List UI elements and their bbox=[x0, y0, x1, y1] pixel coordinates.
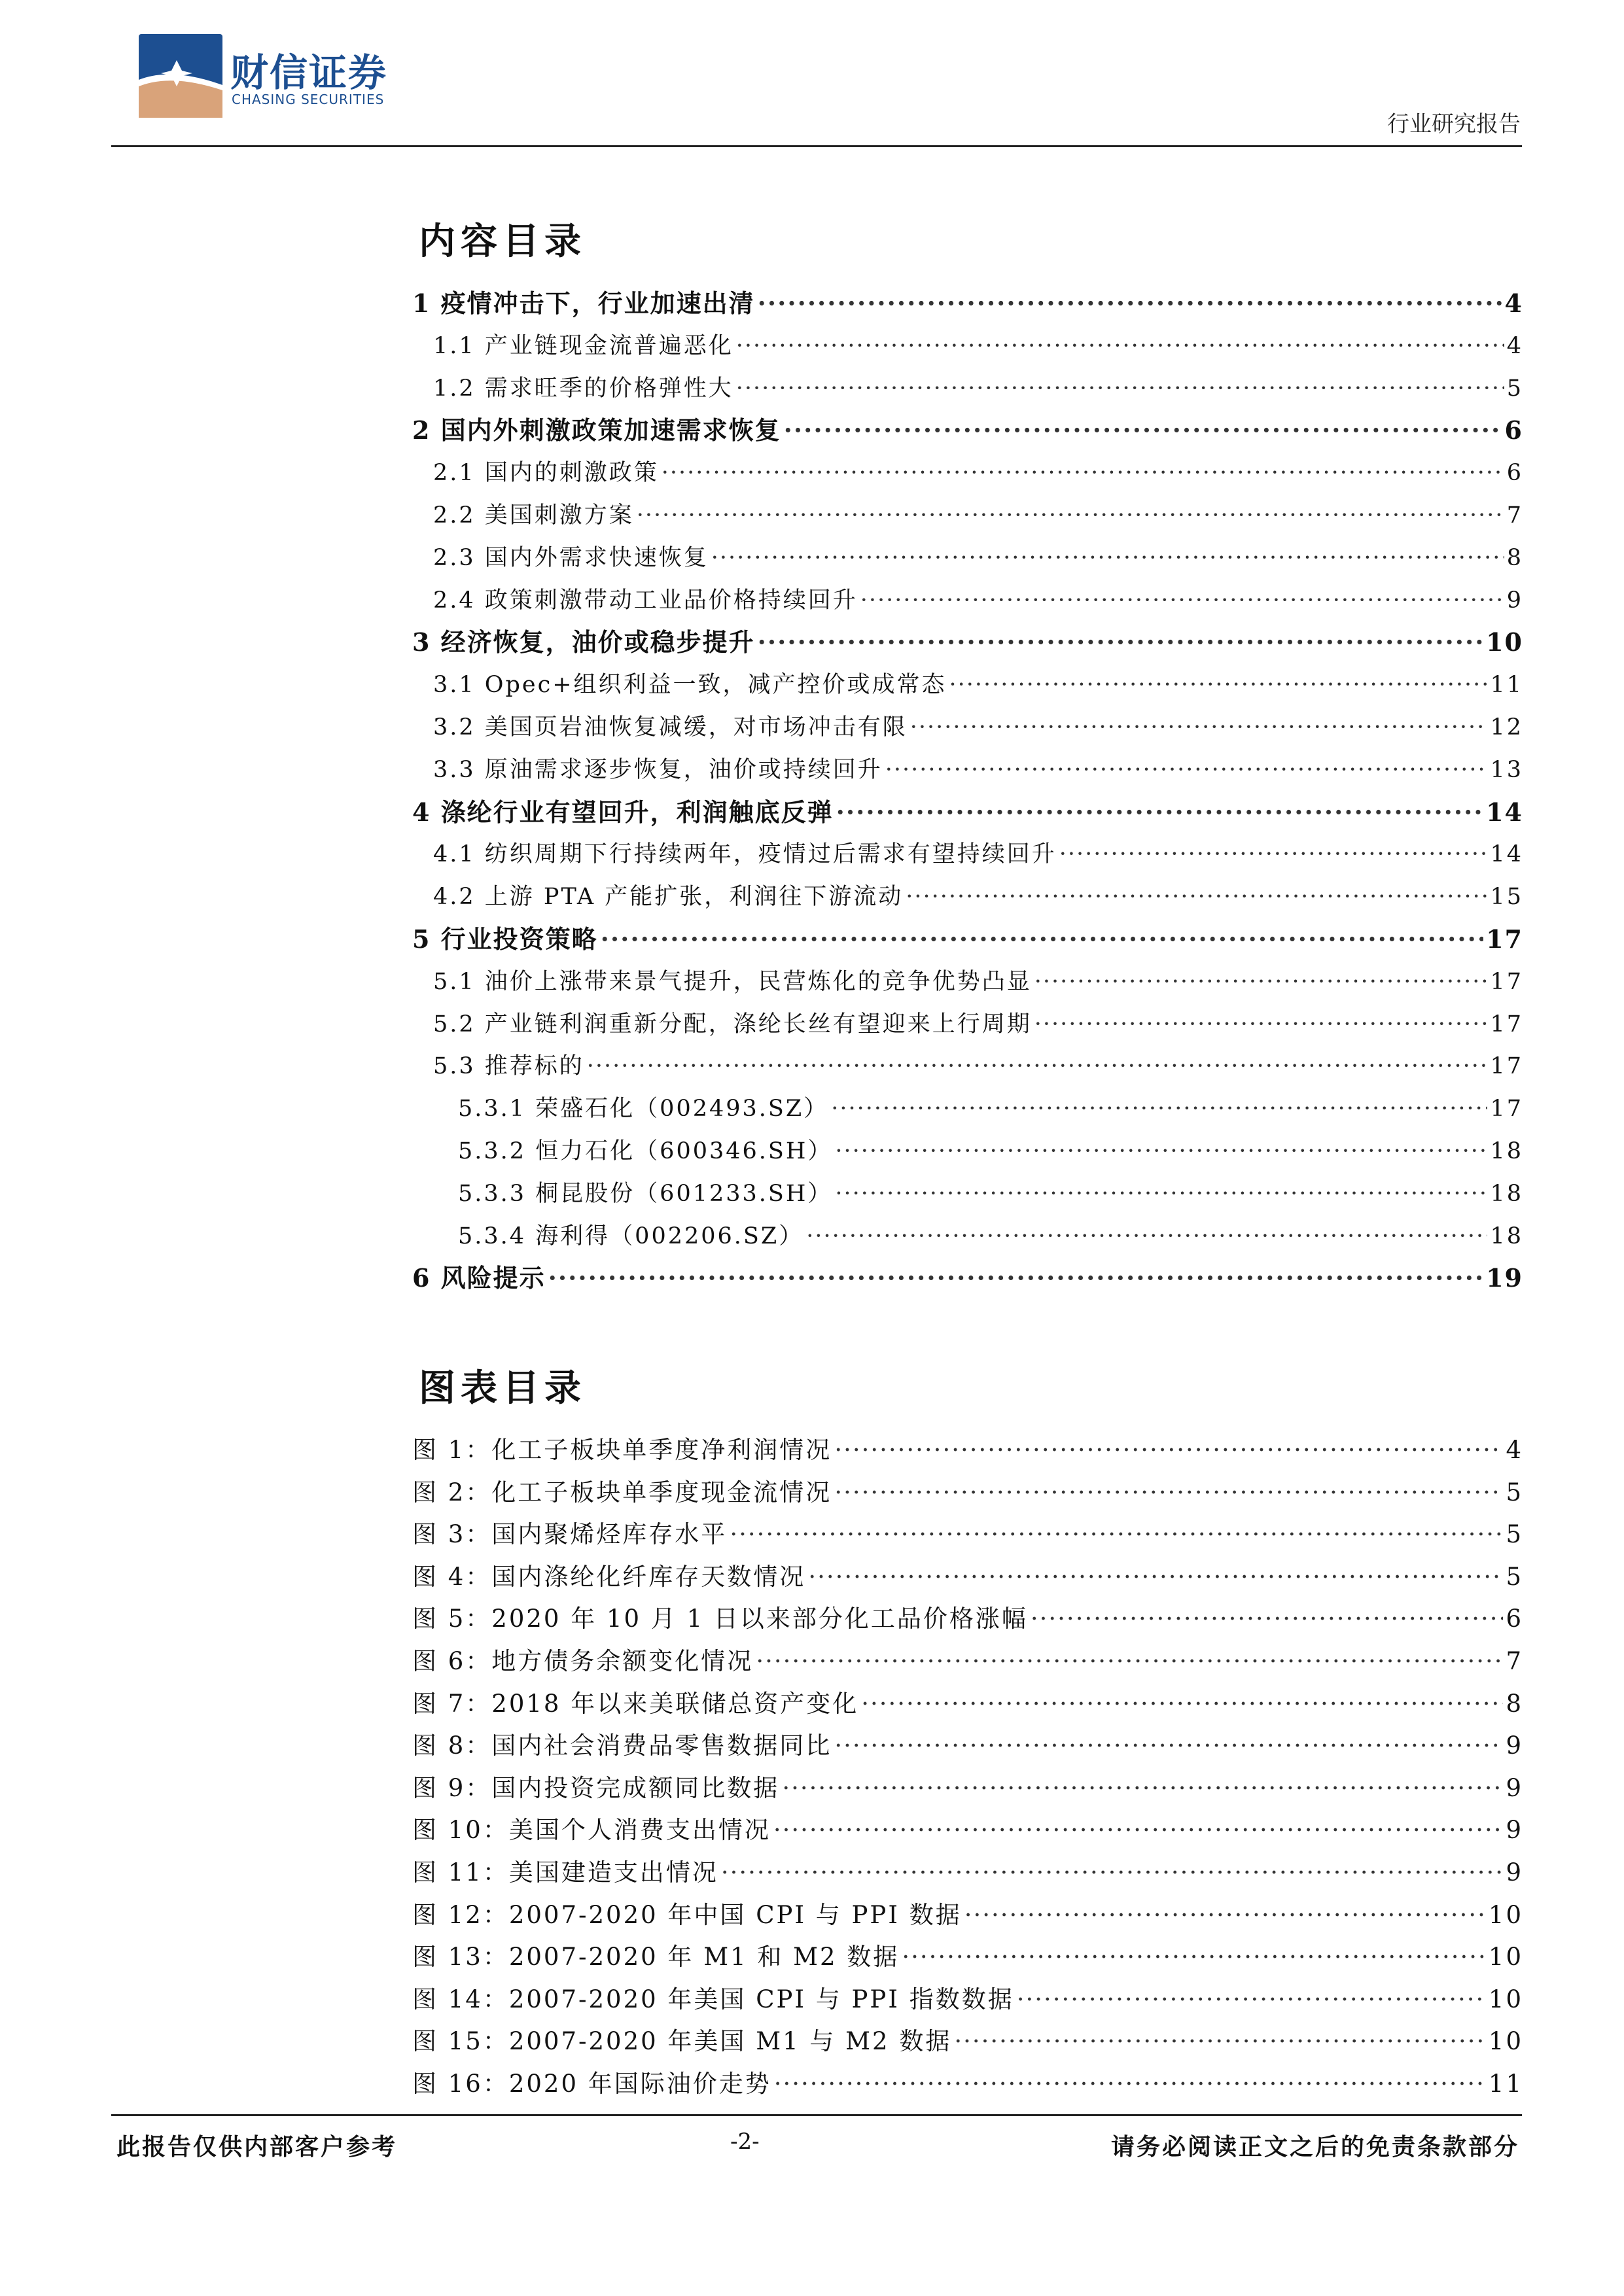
toc-entry[interactable] bbox=[412, 1215, 1523, 1258]
logo-chinese-name: 财信证券 bbox=[230, 50, 388, 95]
footer-disclaimer-right: 请务必阅读正文之后的免责条款部分 bbox=[1110, 2133, 1519, 2161]
dot-leader bbox=[834, 1472, 1503, 1514]
toc-entry-label: 6 风险提示 bbox=[412, 1263, 546, 1293]
figure-entry-label: 图 4：国内涤纶化纤库存天数情况 bbox=[412, 1562, 806, 1591]
toc-entry-label: 2.3 国内外需求快速恢复 bbox=[433, 544, 709, 571]
toc-entry-page: 18 bbox=[1490, 1138, 1523, 1164]
dot-leader bbox=[1059, 833, 1488, 876]
toc-entry-label: 5.3.1 荣盛石化（002493.SZ） bbox=[458, 1096, 829, 1122]
dot-leader bbox=[1031, 1598, 1504, 1641]
toc-entry-label: 3 经济恢复，油价或稳步提升 bbox=[412, 627, 755, 657]
toc-entry-page: 17 bbox=[1490, 968, 1523, 995]
toc-entry-label: 5.1 油价上涨带来景气提升，民营炼化的竞争优势凸显 bbox=[433, 968, 1032, 995]
dot-leader bbox=[834, 1429, 1503, 1472]
figure-entry-page: 5 bbox=[1506, 1478, 1523, 1506]
toc-entry[interactable] bbox=[412, 1003, 1523, 1046]
toc-entry[interactable] bbox=[412, 1173, 1523, 1215]
figure-entry-label: 图 1：化工子板块单季度净利润情况 bbox=[412, 1436, 832, 1464]
toc-entry[interactable] bbox=[412, 368, 1523, 410]
dot-leader bbox=[736, 325, 1504, 368]
figure-entry-page: 11 bbox=[1488, 2069, 1523, 2098]
figure-entry-page: 6 bbox=[1506, 1605, 1523, 1633]
dot-leader bbox=[730, 1514, 1503, 1556]
figure-list-title: 图表目录 bbox=[419, 1366, 586, 1410]
figure-entry-label: 图 5：2020 年 10 月 1 日以来部分化工品价格涨幅 bbox=[412, 1605, 1028, 1633]
toc-entry[interactable] bbox=[412, 1088, 1523, 1130]
toc-entry-label: 2.4 政策刺激带动工业品价格持续回升 bbox=[433, 587, 858, 614]
figure-entry-page: 7 bbox=[1506, 1646, 1523, 1675]
toc-entry-page: 6 bbox=[1506, 460, 1523, 487]
dot-leader bbox=[756, 1641, 1503, 1683]
figure-entry-page: 9 bbox=[1506, 1731, 1523, 1760]
dot-leader bbox=[834, 1725, 1503, 1767]
dot-leader bbox=[774, 2063, 1486, 2106]
figure-entry-page: 4 bbox=[1506, 1436, 1523, 1464]
toc-entry-page: 17 bbox=[1490, 1011, 1523, 1037]
toc-entry[interactable] bbox=[412, 749, 1523, 791]
toc-entry-label: 2 国内外刺激政策加速需求恢复 bbox=[412, 415, 781, 445]
toc-entry[interactable] bbox=[412, 1130, 1523, 1173]
dot-leader bbox=[949, 664, 1488, 706]
toc-entry-page: 14 bbox=[1490, 841, 1523, 868]
figure-entry[interactable] bbox=[412, 1852, 1523, 1894]
toc-entry-page: 4 bbox=[1504, 288, 1523, 318]
figure-entry-page: 10 bbox=[1488, 1943, 1523, 1972]
logo-emblem-icon bbox=[139, 34, 222, 118]
dot-leader bbox=[784, 409, 1502, 452]
dot-leader bbox=[773, 1809, 1504, 1852]
figure-entry[interactable] bbox=[412, 1514, 1523, 1556]
toc-entry-page: 17 bbox=[1490, 1053, 1523, 1080]
toc-entry-label: 5.3.4 海利得（002206.SZ） bbox=[458, 1223, 804, 1249]
company-logo bbox=[139, 34, 414, 119]
toc-entry[interactable] bbox=[412, 664, 1523, 706]
toc-entry-page: 4 bbox=[1506, 332, 1523, 359]
figure-entry-label: 图 6：地方债务余额变化情况 bbox=[412, 1646, 754, 1675]
toc-title: 内容目录 bbox=[419, 220, 586, 263]
dot-leader bbox=[1034, 1003, 1488, 1046]
toc-entry-page: 12 bbox=[1490, 714, 1523, 740]
dot-leader bbox=[1034, 961, 1488, 1003]
toc-entry-page: 9 bbox=[1506, 587, 1523, 614]
toc-entry[interactable] bbox=[412, 876, 1523, 918]
toc-entry-label: 5 行业投资策略 bbox=[412, 924, 598, 954]
figure-entry[interactable] bbox=[412, 2063, 1523, 2106]
figure-entry[interactable] bbox=[412, 1725, 1523, 1767]
table-of-contents bbox=[412, 283, 1523, 1300]
toc-entry-label: 1 疫情冲击下，行业加速出清 bbox=[412, 288, 755, 318]
dot-leader bbox=[1017, 1979, 1486, 2021]
figure-entry-label: 图 9：国内投资完成额同比数据 bbox=[412, 1773, 780, 1802]
dot-leader bbox=[954, 2021, 1486, 2063]
dot-leader bbox=[835, 1130, 1487, 1173]
dot-leader bbox=[711, 537, 1504, 580]
dot-leader bbox=[831, 1088, 1487, 1130]
figure-entry-label: 图 8：国内社会消费品零售数据同比 bbox=[412, 1731, 832, 1760]
figure-entry-label: 图 11：美国建造支出情况 bbox=[412, 1858, 718, 1887]
figure-entry-page: 10 bbox=[1488, 1985, 1523, 2013]
toc-entry-page: 19 bbox=[1486, 1263, 1523, 1293]
toc-entry-label: 5.3 推荐标的 bbox=[433, 1053, 584, 1080]
report-type-label: 行业研究报告 bbox=[1387, 111, 1521, 137]
dot-leader bbox=[758, 283, 1502, 325]
toc-entry[interactable] bbox=[412, 325, 1523, 368]
dot-leader bbox=[601, 918, 1483, 961]
figure-entry-label: 图 10：美国个人消费支出情况 bbox=[412, 1816, 771, 1845]
toc-entry-label: 3.1 Opec+组织利益一致，减产控价或成常态 bbox=[433, 672, 947, 699]
figure-entry[interactable] bbox=[412, 1641, 1523, 1683]
toc-entry-page: 18 bbox=[1490, 1223, 1523, 1249]
dot-leader bbox=[736, 368, 1504, 410]
figure-entry[interactable] bbox=[412, 1767, 1523, 1810]
toc-entry-page: 8 bbox=[1506, 544, 1523, 571]
list-of-figures bbox=[412, 1429, 1523, 2106]
dot-leader bbox=[662, 452, 1504, 495]
figure-entry-label: 图 16：2020 年国际油价走势 bbox=[412, 2069, 771, 2098]
toc-entry-label: 2.2 美国刺激方案 bbox=[433, 502, 634, 529]
toc-entry-label: 5.2 产业链利润重新分配，涤纶长丝有望迎来上行周期 bbox=[433, 1011, 1032, 1037]
toc-entry-page: 6 bbox=[1504, 415, 1523, 445]
toc-entry[interactable] bbox=[412, 283, 1523, 325]
toc-entry-page: 7 bbox=[1506, 502, 1523, 529]
dot-leader bbox=[587, 1045, 1488, 1088]
figure-entry[interactable] bbox=[412, 1556, 1523, 1599]
toc-entry[interactable] bbox=[412, 452, 1523, 495]
figure-entry-page: 10 bbox=[1488, 1900, 1523, 1929]
logo-english-name: CHASING SECURITIES bbox=[232, 92, 385, 107]
dot-leader bbox=[906, 876, 1487, 918]
figure-entry-page: 5 bbox=[1506, 1562, 1523, 1591]
toc-entry-page: 17 bbox=[1490, 1096, 1523, 1122]
figure-entry[interactable] bbox=[412, 1979, 1523, 2021]
toc-entry-page: 14 bbox=[1486, 797, 1523, 827]
figure-entry-label: 图 12：2007-2020 年中国 CPI 与 PPI 数据 bbox=[412, 1900, 962, 1929]
toc-entry[interactable] bbox=[412, 621, 1523, 664]
toc-entry-label: 1.2 需求旺季的价格弹性大 bbox=[433, 375, 733, 402]
dot-leader bbox=[835, 1173, 1487, 1215]
dot-leader bbox=[637, 495, 1504, 537]
dot-leader bbox=[861, 1683, 1503, 1726]
figure-entry-label: 图 7：2018 年以来美联储总资产变化 bbox=[412, 1689, 859, 1718]
figure-entry[interactable] bbox=[412, 1429, 1523, 1472]
dot-leader bbox=[910, 706, 1488, 749]
header-divider bbox=[111, 145, 1522, 147]
toc-entry[interactable] bbox=[412, 706, 1523, 749]
figure-entry-page: 9 bbox=[1506, 1816, 1523, 1845]
figure-entry-page: 9 bbox=[1506, 1858, 1523, 1887]
toc-entry-page: 18 bbox=[1490, 1180, 1523, 1207]
toc-entry-label: 4.2 上游 PTA 产能扩张，利润往下游流动 bbox=[433, 884, 904, 911]
toc-entry-label: 2.1 国内的刺激政策 bbox=[433, 460, 659, 487]
figure-entry[interactable] bbox=[412, 1598, 1523, 1641]
toc-entry-label: 5.3.3 桐昆股份（601233.SH） bbox=[458, 1180, 833, 1207]
figure-entry[interactable] bbox=[412, 1472, 1523, 1514]
toc-entry-label: 3.2 美国页岩油恢复减缓，对市场冲击有限 bbox=[433, 714, 908, 740]
toc-entry-label: 5.3.2 恒力石化（600346.SH） bbox=[458, 1138, 833, 1164]
figure-entry-page: 10 bbox=[1488, 2027, 1523, 2056]
toc-entry[interactable] bbox=[412, 537, 1523, 580]
footer-disclaimer-left: 此报告仅供内部客户参考 bbox=[116, 2133, 398, 2161]
figure-entry[interactable] bbox=[412, 1683, 1523, 1726]
figure-entry-page: 8 bbox=[1506, 1689, 1523, 1718]
toc-entry-page: 17 bbox=[1486, 924, 1523, 954]
figure-entry-page: 5 bbox=[1506, 1520, 1523, 1549]
toc-entry[interactable] bbox=[412, 495, 1523, 537]
toc-entry-page: 11 bbox=[1490, 672, 1523, 699]
figure-entry-label: 图 3：国内聚烯烃库存水平 bbox=[412, 1520, 728, 1549]
figure-entry-label: 图 14：2007-2020 年美国 CPI 与 PPI 指数数据 bbox=[412, 1985, 1014, 2013]
dot-leader bbox=[860, 580, 1504, 622]
toc-entry[interactable] bbox=[412, 580, 1523, 622]
figure-entry-label: 图 2：化工子板块单季度现金流情况 bbox=[412, 1478, 832, 1506]
figure-entry-page: 9 bbox=[1506, 1773, 1523, 1802]
toc-entry[interactable] bbox=[412, 409, 1523, 452]
toc-entry[interactable] bbox=[412, 791, 1523, 834]
figure-entry-label: 图 15：2007-2020 年美国 M1 与 M2 数据 bbox=[412, 2027, 952, 2056]
dot-leader bbox=[964, 1894, 1486, 1937]
figure-entry[interactable] bbox=[412, 1936, 1523, 1979]
toc-entry-page: 10 bbox=[1486, 627, 1523, 657]
figure-entry-label: 图 13：2007-2020 年 M1 和 M2 数据 bbox=[412, 1943, 900, 1972]
toc-entry-label: 4.1 纺织周期下行持续两年，疫情过后需求有望持续回升 bbox=[433, 841, 1057, 868]
dot-leader bbox=[885, 749, 1488, 791]
figure-entry[interactable] bbox=[412, 1809, 1523, 1852]
dot-leader bbox=[548, 1257, 1483, 1300]
page-number: -2- bbox=[730, 2129, 760, 2155]
dot-leader bbox=[758, 621, 1483, 664]
toc-entry-label: 4 涤纶行业有望回升，利润触底反弹 bbox=[412, 797, 834, 827]
toc-entry[interactable] bbox=[412, 1045, 1523, 1088]
footer-divider bbox=[111, 2114, 1522, 2116]
dot-leader bbox=[836, 791, 1483, 834]
toc-entry-label: 1.1 产业链现金流普遍恶化 bbox=[433, 332, 733, 359]
toc-entry-label: 3.3 原油需求逐步恢复，油价或持续回升 bbox=[433, 756, 883, 783]
toc-entry-page: 15 bbox=[1490, 884, 1523, 911]
toc-entry[interactable] bbox=[412, 918, 1523, 961]
figure-entry[interactable] bbox=[412, 2021, 1523, 2063]
toc-entry[interactable] bbox=[412, 833, 1523, 876]
toc-entry-page: 5 bbox=[1506, 375, 1523, 402]
dot-leader bbox=[902, 1936, 1486, 1979]
dot-leader bbox=[806, 1215, 1487, 1258]
figure-entry[interactable] bbox=[412, 1894, 1523, 1937]
toc-entry-page: 13 bbox=[1490, 756, 1523, 783]
toc-entry[interactable] bbox=[412, 961, 1523, 1003]
toc-entry[interactable] bbox=[412, 1257, 1523, 1300]
dot-leader bbox=[808, 1556, 1503, 1599]
dot-leader bbox=[721, 1852, 1504, 1894]
dot-leader bbox=[782, 1767, 1503, 1810]
